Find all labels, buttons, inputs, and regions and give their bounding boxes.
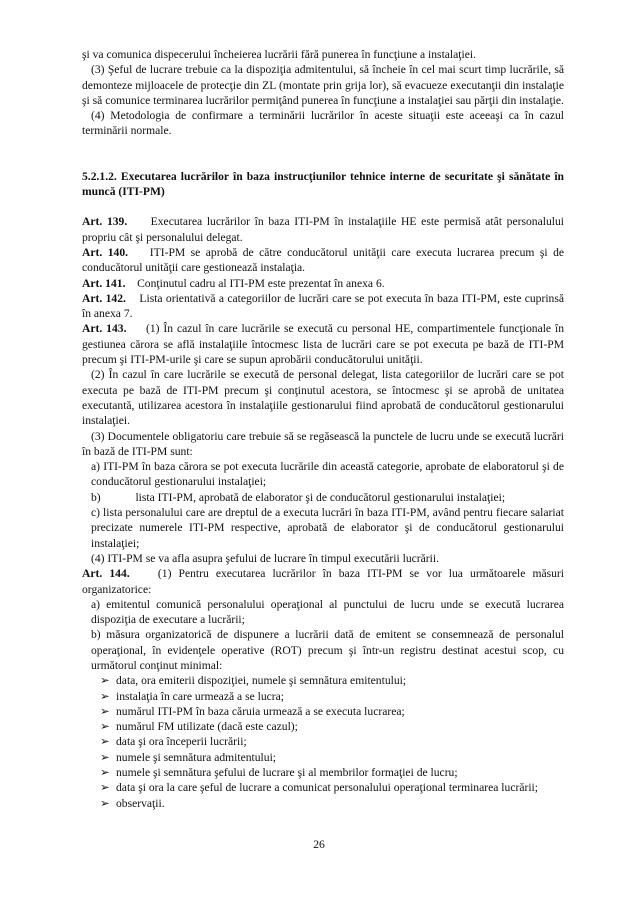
document-page xyxy=(82,47,564,811)
list-item: ➢ numărul FM utilizate (dacă este cazul); xyxy=(100,720,298,734)
article-text: Lista orientativă a categoriilor de lucrări care se pot executa în baza ITI-PM, este cuprinsă în anexa 7. xyxy=(82,291,565,321)
article-label: Art. 139. xyxy=(82,215,128,229)
paragraph-3: (3) Şeful de lucrare trebuie ca la dispoziţia admitentului, să încheie în cel mai scurt timp lucrările, să demonteze mijloacele de protecţie din ZL (montate prin grija lor), să evacueze executanţii din instalaţie şi să comunice terminarea lucrărilor permiţând punerea în funcţiune a instalaţiei sau părţii din instalaţie. xyxy=(82,63,564,107)
paragraph-continuation: şi va comunica dispecerului încheierea lucrării fără punerea în funcţiune a instalaţiei. xyxy=(82,48,477,61)
article-144 xyxy=(82,566,564,597)
article-143-para-3: (3) Documentele obligatoriu care trebuie să se regăsească la punctele de lucru unde se execută lucrări în bază de ITI-PM sunt: xyxy=(82,429,564,458)
article-text: Conţinutul cadru al ITI-PM este prezentat în anexa 6. xyxy=(137,276,385,290)
arrow-bullet-icon: ➢ xyxy=(100,704,110,718)
article-label: Art. 140. xyxy=(82,245,129,259)
paragraph-4: (4) Metodologia de confirmare a terminării lucrărilor în aceste situaţii este aceeaşi ca în cazul terminării normale. xyxy=(82,109,564,138)
article-label: Art. 142. xyxy=(82,291,126,305)
minimal-content-list xyxy=(82,673,564,811)
list-item: ➢ data şi ora începerii lucrării; xyxy=(100,735,247,749)
section-heading: 5.2.1.2. Executarea lucrărilor în baza instrucţiunilor tehnice interne de securitate şi sănătate în muncă (ITI-PM) xyxy=(82,169,564,199)
article-139 xyxy=(82,214,564,245)
article-143-item-b xyxy=(82,490,564,505)
article-text: (1) Pentru executarea lucrărilor în baza ITI-PM se vor lua următoarele măsuri organizatorice: xyxy=(82,567,565,596)
arrow-bullet-icon: ➢ xyxy=(100,735,110,749)
article-text: Executarea lucrărilor în baza ITI-PM în instalaţiile HE este permisă atât personalului propriu cât şi personalului delegat. xyxy=(82,215,564,244)
article-143-item-c: c) lista personalului care are dreptul de a executa lucrări în baza ITI-PM, având pentru fiecare salariat precizate numerele ITI-PM respective, aprobată de elaborator şi de conducătorul gestionarului instalaţiei; xyxy=(91,506,564,550)
arrow-bullet-icon: ➢ xyxy=(100,674,110,688)
article-label: Art. 141. xyxy=(82,276,126,290)
list-item: ➢ numele şi semnătura şefului de lucrare şi al membrilor formaţiei de lucru; xyxy=(100,766,458,780)
list-item: ➢ instalaţia în care urmează a se lucra; xyxy=(100,689,285,703)
article-143 xyxy=(82,321,564,367)
arrow-bullet-icon: ➢ xyxy=(100,781,110,795)
arrow-bullet-icon: ➢ xyxy=(100,766,110,780)
article-144-item-a: a) emitentul comunică personalului operaţional al punctului de lucru unde se execută lucrarea dispoziţia de executare a lucrării; xyxy=(91,597,564,627)
article-140 xyxy=(82,245,564,276)
page-number: 26 xyxy=(313,838,325,851)
arrow-bullet-icon: ➢ xyxy=(100,720,110,734)
arrow-bullet-icon: ➢ xyxy=(100,750,110,764)
list-item: ➢ numele şi semnătura admitentului; xyxy=(100,750,277,764)
list-item: ➢ data şi ora la care şeful de lucrare a comunicat personalului operaţional terminarea lucrării; xyxy=(100,781,539,795)
list-item: ➢ numărul ITI-PM în baza căruia urmează a se executa lucrarea; xyxy=(100,704,405,718)
arrow-bullet-icon: ➢ xyxy=(100,796,110,810)
article-143-item-a: a) ITI-PM în baza cărora se pot executa lucrările din această categorie, aprobate de elaboratorul şi de conducătorul gestionarului instalaţiei; xyxy=(91,460,564,489)
article-text: (1) În cazul în care lucrările se execută cu personal HE, compartimentele funcţionale în gestiunea cărora se află instalaţiile întocmesc lista de lucrări care se pot executa pe bază de ITI-PM precum şi ITI-PM-urile şi care se supun aprobării conducătorului unităţii. xyxy=(82,322,564,367)
item-text: lista ITI-PM, aprobată de elaborator şi de conducătorul gestionarului instalaţiei; xyxy=(135,490,506,504)
article-142 xyxy=(82,291,564,322)
list-item: ➢ observaţii. xyxy=(100,796,165,810)
article-label: Art. 144. xyxy=(82,567,130,581)
article-141 xyxy=(82,276,564,291)
article-144-item-b: b) măsura organizatorică de dispunere a lucrării dată de emitent se consemnează de personalul operaţional, în evidenţele operative (ROT) precum şi într-un registru destinat acestui scop, cu următorul conţinut minimal: xyxy=(91,628,564,672)
article-143-para-2: (2) În cazul în care lucrările se execută de personal delegat, lista categoriilor de lucrări care se pot executa pe bază de ITI-PM precum şi conţinutul acestora, se întocmesc şi se aprobă de unitatea executantă, utilizarea acestora în instalaţiile gestionarului fiind aprobată de conducătorul gestionarului instalaţiei. xyxy=(82,368,564,428)
item-letter: b) xyxy=(91,490,101,504)
article-143-para-4: (4) ITI-PM se va afla asupra şefului de lucrare în timpul executării lucrării. xyxy=(91,551,439,565)
list-item: ➢ data, ora emiterii dispoziţiei, numele şi semnătura emitentului; xyxy=(100,674,407,688)
article-text: ITI-PM se aprobă de către conducătorul unităţii care executa lucrarea precum şi de conducătorul unităţii care gestionează instalaţia. xyxy=(82,245,565,275)
article-label: Art. 143. xyxy=(82,322,127,336)
arrow-bullet-icon: ➢ xyxy=(100,689,110,703)
